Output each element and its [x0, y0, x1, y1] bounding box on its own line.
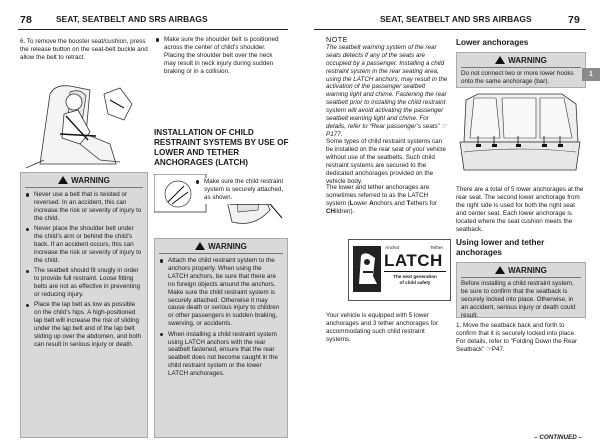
warning-item: Attach the child restraint system to the anchors properly. When using the LATCH anchors, be sure that there are no foreign objects around the anchors. Make sure the child restraint system is securely attached. Otherwise it may cause death or serious injury to children or other passengers in sudden braking, swerving, or accidents. [158, 257, 282, 328]
right-page-number: 79 [568, 14, 580, 26]
warning-title: WARNING [21, 176, 147, 185]
latch-intro-paragraph: Some types of child restraint systems can be installed on the rear seat of your vehicle without use of the seatbelts. Such child restraint systems are secured to the dedicated anchorages provided on the vehicle body. [326, 138, 447, 185]
latch-section-title: INSTALLATION OF CHILD RESTRAINT SYSTEMS BY USE OF LOWER AND TETHER ANCHORAGES (LATCH) [154, 128, 289, 167]
warning-hooks-text: Do not connect two or more lower hooks onto the same anchorage (bar). [461, 70, 574, 85]
lower-anchorages-title: Lower anchorages [456, 38, 529, 47]
right-running-header: SEAT, SEATBELT AND SRS AIRBAGS [380, 14, 532, 24]
child-seat-icon [353, 246, 381, 292]
note-heading: NOTE [326, 35, 348, 44]
warning-triangle-icon [495, 266, 505, 274]
warning-seatback-text: Before installing a child restraint system, be sure to confirm that the seatback is securely locked into place. Otherwise, in an accident, serious injury or death could result. [461, 280, 576, 319]
rear-seat-anchorages-illustration [456, 90, 584, 180]
latch-tether-label: Tether [430, 245, 443, 250]
warning-title: WARNING [457, 56, 585, 65]
left-header-rule [18, 29, 288, 30]
warning-item: Place the lap belt as low as possible on the child’s hips. A high-positioned lap belt will increase the risk of sliding under the lap belt and of the lap belt sliding up over the abdomen, and both can result in serious injury or death. [24, 301, 142, 348]
note-text: The seatbelt warning system of the rear seats detects if any of the seats are occupied by a passenger. Installing a child restraint system in the rear seating area, using the LATCH anchors, may result in the activation of the passenger seatbelt warning light and chime. Fastening the rear seatbelt prior to installing the child restraint system will avoid activating the passenger seatbelt warning light and chime. For details, refer to “Rear passenger’s seats” ☞P177. [326, 43, 448, 138]
warning-triangle-icon [58, 176, 68, 184]
shoulder-belt-bullet: Make sure the shoulder belt is positioned across the center of child’s shoulder. Placing the shoulder belt over the neck may result in neck injury during sudden braking or in a collision. [154, 36, 286, 76]
warning-title: WARNING [457, 266, 585, 275]
continued-label: – CONTINUED – [534, 434, 582, 441]
latch-definition-paragraph: The lower and tether anchorages are sometimes referred to as the LATCH system (Lower Anchors and Tethers for CHildren). [326, 184, 437, 215]
warning-item: The seatbelt should fit snugly in order to provide full restraint. Loose fitting belts are not as effective in preventing or reducing injury. [24, 267, 142, 299]
warning-triangle-icon [195, 242, 205, 250]
buckle-note: Make sure the child restraint system is securely attached, as shown. [194, 178, 286, 204]
warning-title: WARNING [155, 242, 287, 251]
shoulder-belt-note [154, 36, 286, 78]
warning-item: When installing a child restraint system using LATCH anchors with the rear seatbelt fastened, ensure that the rear seatbelt does not become caught in the child restraint system or the lower LATCH anchorages. [158, 331, 282, 378]
warning-item: Never place the shoulder belt under the child’s arm or behind the child’s back. If an accident occurs, this can increase the risk or severity of injury to the child. [24, 225, 142, 265]
warning-box-hooks [456, 52, 586, 88]
latch-tagline: The next generation of child safety [393, 274, 437, 285]
warning-box-latch [154, 238, 288, 438]
using-anchorages-title: Using lower and tether anchorages [456, 238, 545, 257]
chapter-tab: 1 [582, 68, 600, 81]
warning-box-seatback [456, 262, 586, 318]
step-1-text: 1. Move the seatback back and forth to confirm that it is securely locked into place. For details, refer to “Folding Down the Rear Seatback” ☞P47. [456, 322, 578, 353]
warning-belt-list [24, 191, 142, 351]
warning-latch-list [158, 257, 282, 381]
left-page-number: 78 [20, 14, 32, 26]
anchorage-count-paragraph: Your vehicle is equipped with 5 lower anchorages and 3 tether anchorages for accommodating such child restraint systems. [326, 312, 439, 343]
left-running-header: SEAT, SEATBELT AND SRS AIRBAGS [56, 14, 208, 24]
right-page [300, 0, 600, 447]
warning-triangle-icon [495, 56, 505, 64]
latch-word: LATCH [384, 251, 443, 270]
step-6-text: 6. To remove the booster seat/cushion, press the release button on the seat-belt buckle and allow the belt to retract. [20, 38, 148, 61]
latch-anchor-label: Anchor [385, 245, 400, 250]
latch-logo [348, 239, 451, 301]
right-header-rule [314, 29, 586, 30]
lower-anchorage-description: There are a total of 5 lower anchorages at the rear seat. The second lower anchorage from the right side is used for both the right seat and center seat. Each lower anchorage is located where the seat cushion meets the seatback. [456, 186, 584, 233]
warning-box-belt [20, 172, 148, 438]
note-block [326, 36, 448, 139]
warning-item: Never use a belt that is twisted or reversed. In an accident, this can increase the risk or severity of injury to the child. [24, 191, 142, 223]
booster-seat-illustration [20, 74, 148, 170]
